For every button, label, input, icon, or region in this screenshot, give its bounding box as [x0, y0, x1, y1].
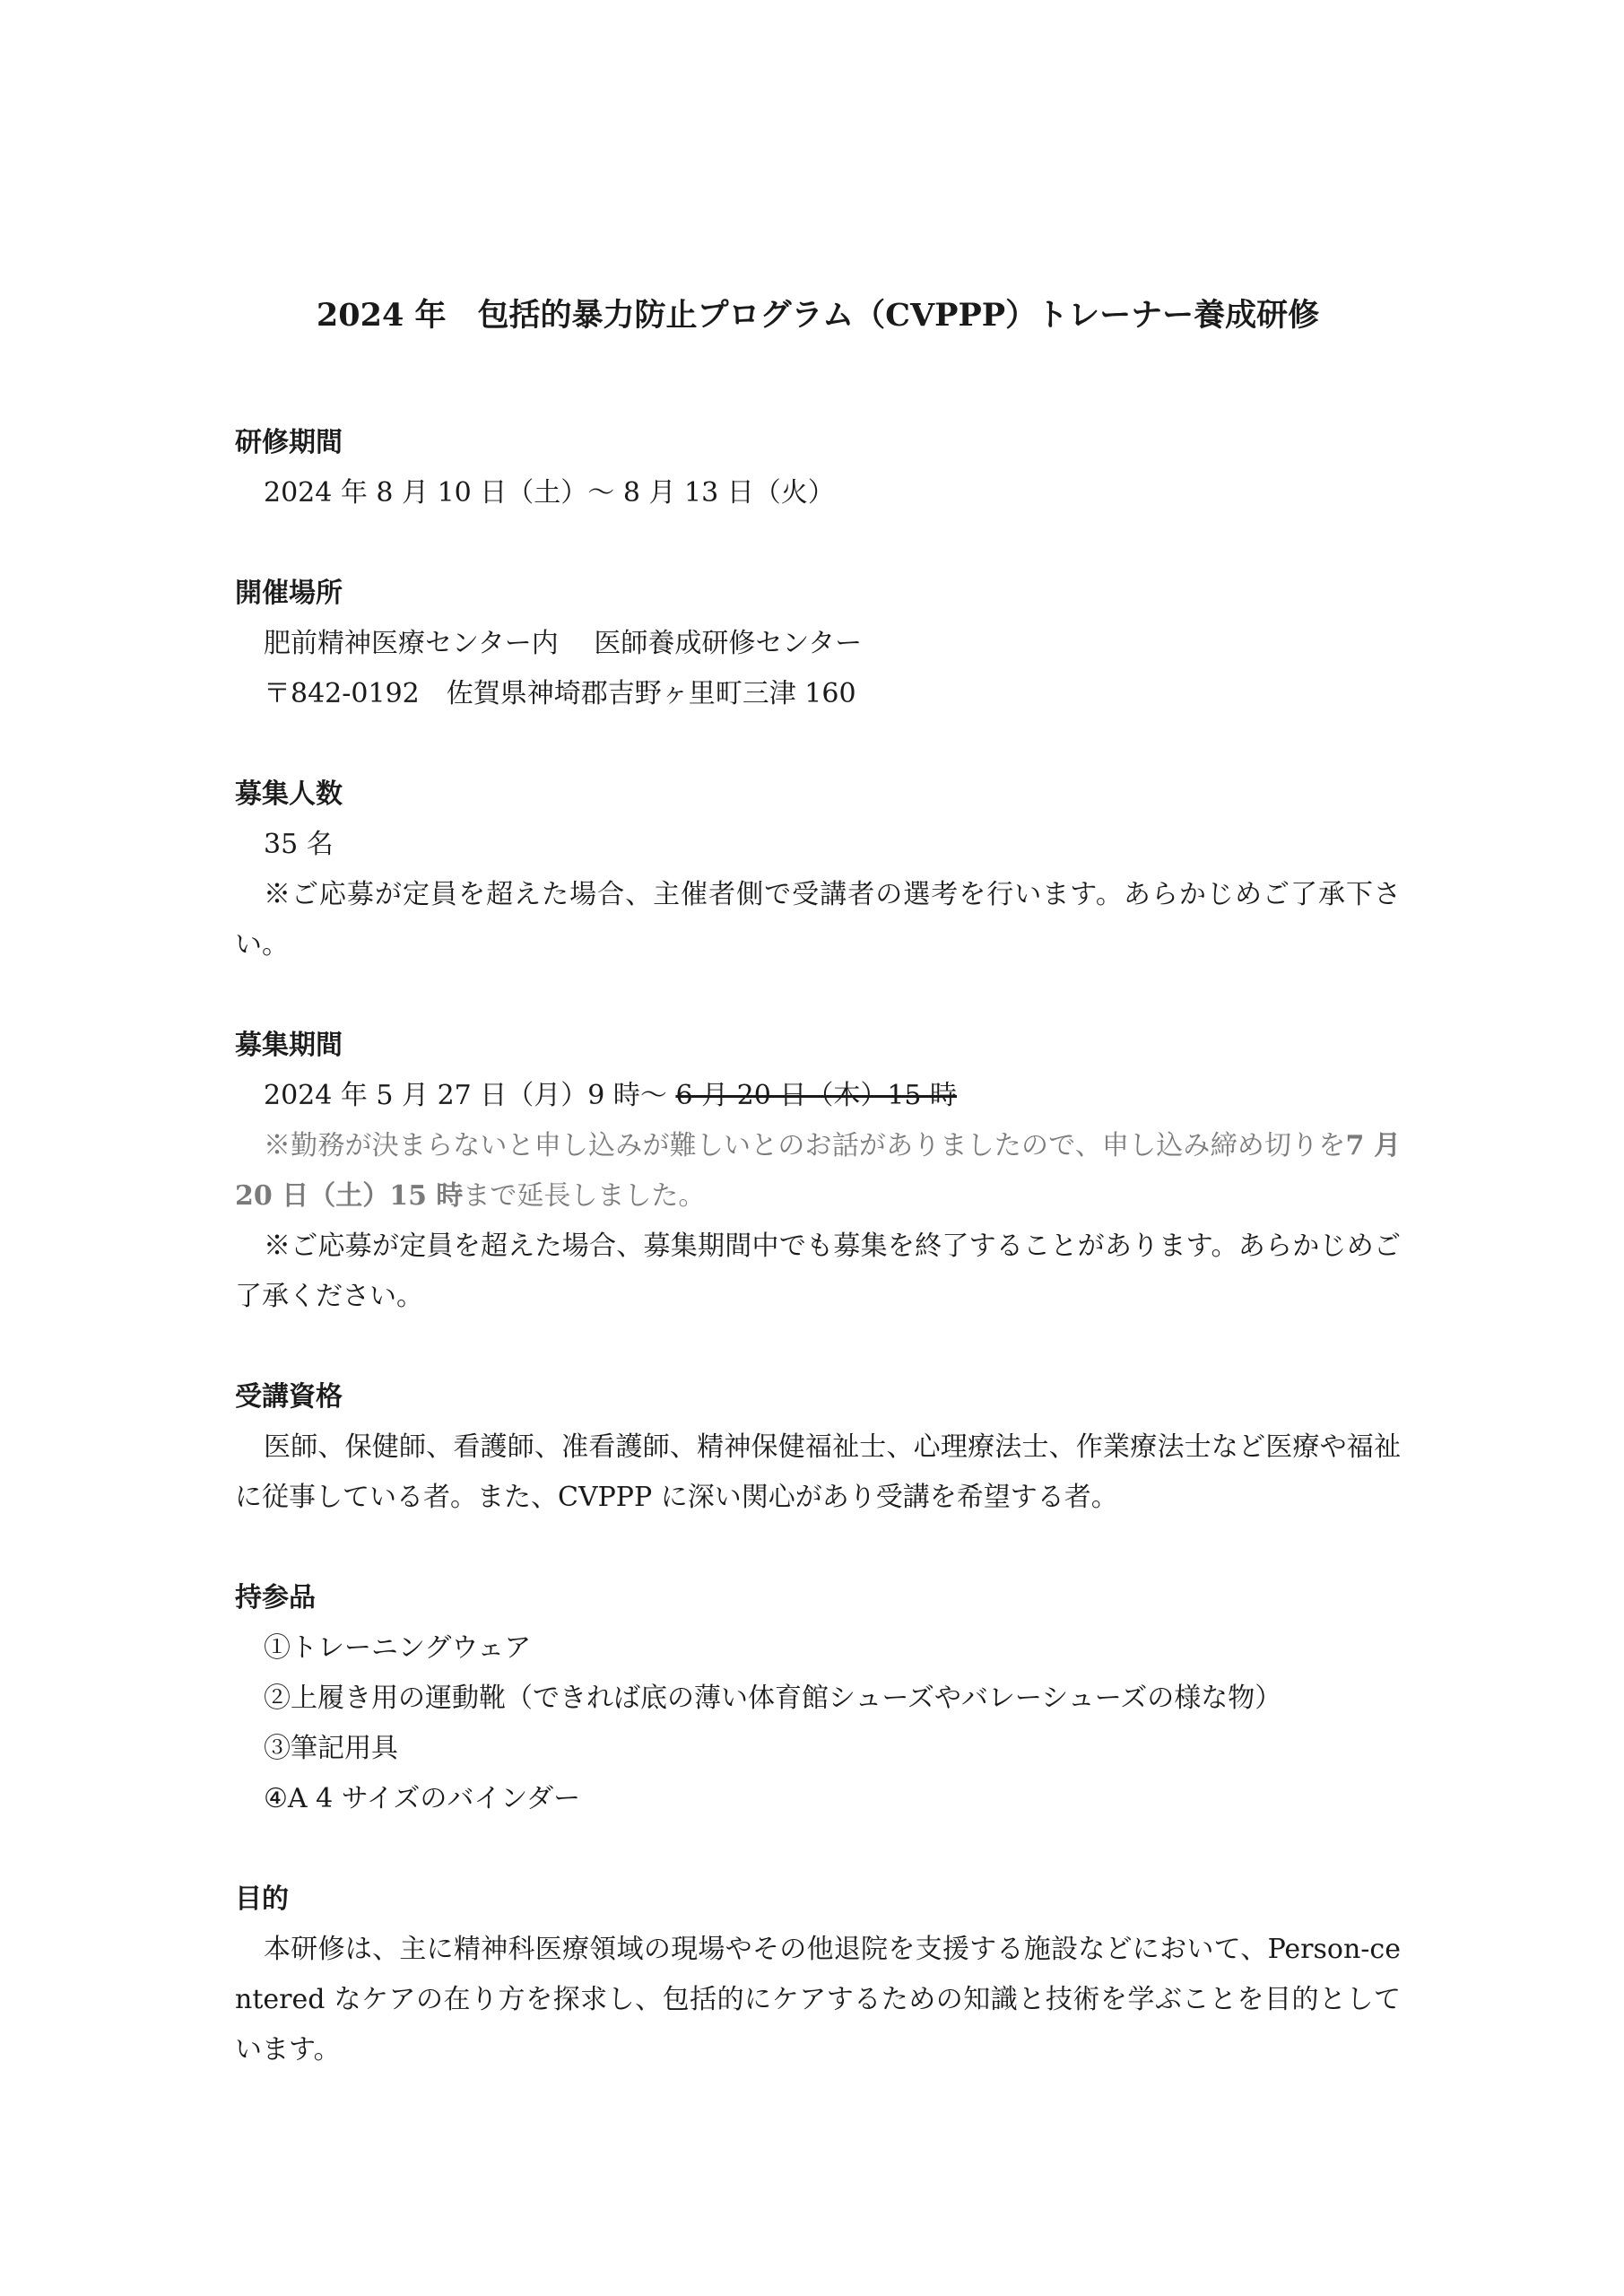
list-item: ①トレーニングウェア: [264, 1632, 532, 1664]
application-extension-note: [235, 1121, 1401, 1222]
purpose-text: 本研修は、主に精神科医療領域の現場やその他退院を支援する施設などにおいて、Person-centered なケアの在り方を探求し、包括的にケアするための知識と技術を学ぶことを目的としています。: [235, 1934, 1401, 2066]
extension-note-text-2: まで延長しました。: [463, 1180, 706, 1212]
extension-new-deadline: 7 月 20 日（土）15 時: [235, 1130, 1401, 1212]
section-items-to-bring: [235, 1573, 1401, 1824]
document-page: [235, 0, 1401, 2296]
application-start: 2024 年 5 月 27 日（月）9 時～: [264, 1080, 676, 1111]
section-capacity: [235, 770, 1401, 970]
venue-name: 肥前精神医療センター内 医師養成研修センター: [264, 628, 863, 659]
training-period-dates: 2024 年 8 月 10 日（土）～ 8 月 13 日（火）: [264, 477, 835, 509]
capacity-heading: 募集人数: [235, 778, 343, 810]
application-old-deadline: 6 月 20 日（木）15 時: [675, 1080, 958, 1111]
section-eligibility: [235, 1372, 1401, 1523]
capacity-note: ※ご応募が定員を超えた場合、主催者側で受講者の選考を行います。あらかじめご了承下さい。: [235, 879, 1401, 961]
purpose-heading: 目的: [235, 1883, 289, 1915]
section-purpose: [235, 1874, 1401, 2075]
venue-address: 〒842-0192 佐賀県神埼郡吉野ヶ里町三津 160: [264, 678, 856, 709]
section-venue: [235, 569, 1401, 719]
section-application-period: [235, 1021, 1401, 1322]
eligibility-text: 医師、保健師、看護師、准看護師、精神保健福祉士、心理療法士、作業療法士など医療や福祉に従事している者。また、CVPPP に深い関心があり受講を希望する者。: [235, 1431, 1401, 1513]
training-period-heading: 研修期間: [235, 427, 343, 458]
extension-note-text-1: ※勤務が決まらないと申し込みが難しいとのお話がありましたので、申し込み締め切りを: [264, 1130, 1346, 1161]
capacity-count: 35 名: [264, 829, 334, 860]
document-title: 2024 年 包括的暴力防止プログラム（CVPPP）トレーナー養成研修: [316, 297, 1320, 334]
list-item: ③筆記用具: [264, 1733, 398, 1764]
list-item: ④A 4 サイズのバインダー: [264, 1783, 581, 1814]
list-item: ②上履き用の運動靴（できれば底の薄い体育館シューズやバレーシューズの様な物）: [264, 1683, 1282, 1714]
application-dates: [235, 1071, 1401, 1121]
section-training-period: [235, 418, 1401, 518]
application-heading: 募集期間: [235, 1030, 343, 1061]
application-note: ※ご応募が定員を超えた場合、募集期間中でも募集を終了することがあります。あらかじめご了承ください。: [235, 1231, 1401, 1312]
eligibility-heading: 受講資格: [235, 1381, 343, 1413]
items-heading: 持参品: [235, 1582, 316, 1613]
venue-heading: 開催場所: [235, 578, 343, 609]
